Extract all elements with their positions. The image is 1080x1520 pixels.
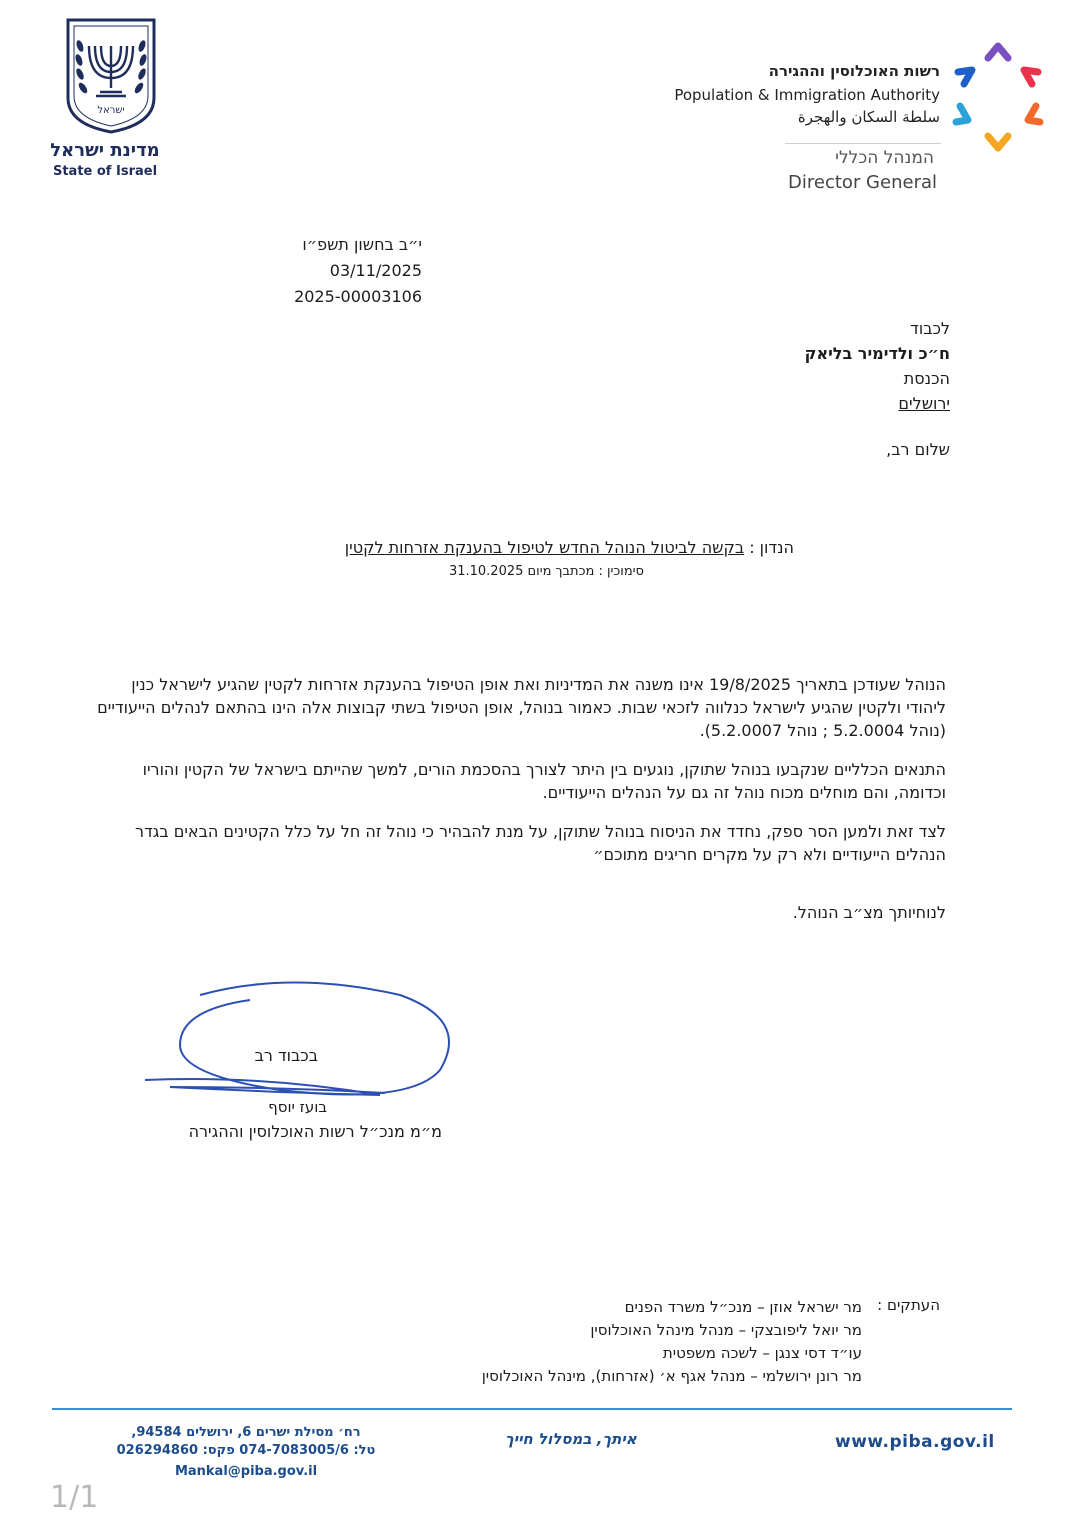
cc-item: מר רונן ירושלמי – מנהל אגף א׳ (אזרחות), מינהל האוכלוסין (481, 1367, 862, 1385)
state-emblem-icon (62, 16, 160, 134)
footer-email-link[interactable]: Mankal@piba.gov.il (174, 1464, 318, 1479)
authority-name-hebrew: רשות האוכלוסין וההגירה (768, 62, 940, 80)
cc-list (482, 1296, 862, 1388)
footer-website-link[interactable]: www.piba.gov.il (835, 1432, 995, 1452)
body-paragraph: התנאים הכלליים שנקבעו בנוהל שתוקן, נוגעים בין היתר לצורך בהסכמת הורים, למשך שהייתם בישראל של הקטין והוריו וכדומה, והם מוחלים מכוח נוהל זה גם על הנהלים הייעודיים. (142, 760, 946, 802)
office-title-hebrew: המנהל הכללי (835, 148, 934, 168)
page-indicator: 1/1 (50, 1480, 99, 1515)
subject-reference: סימוכין : מכתבך מיום 31.10.2025 (448, 564, 644, 579)
greeting: שלום רב, (886, 440, 950, 459)
cc-item: עו״ד דסי צנגן – לשכה משפטית (662, 1344, 862, 1362)
subject-line (345, 538, 794, 557)
footer-address: רח׳ מסילת ישרים 6, ירושלים 94584, (131, 1425, 361, 1440)
body-paragraph: לנוחיותך מצ״ב הנוהל. (792, 903, 946, 922)
emblem-caption: ישראל (97, 105, 125, 116)
signer-name: בועז יוסף (268, 1098, 327, 1116)
hebrew-date: י״ב בחשון תשפ״ו (302, 235, 422, 254)
signature-closing: בכבוד רב (254, 1046, 318, 1065)
cc-label: העתקים : (877, 1296, 940, 1314)
authority-star-logo-icon (948, 40, 1048, 154)
recipient-institution: הכנסת (903, 369, 950, 388)
body-paragraph: הנוהל שעודכן בתאריך 19/8/2025 אינו משנה את המדיניות ואת אופן הטיפול בהענקת אזרחות לקטין שהגיע לישראל כנין ליהודי ולקטין שהגיע לישראל כנלווה לזכאי שבות. כאמור בנוהל, אופן הטיפול בשתי קבוצות אלה הינו בהתאם לנהלים הייעודיים (נוהל 5.2.0004 ; נוהל 5.2.0007). (97, 675, 946, 740)
signer-title: מ״מ מנכ״ל רשות האוכלוסין וההגירה (188, 1122, 442, 1141)
state-name-english: State of Israel (52, 164, 158, 179)
letter-reference-number: 2025-00003106 (294, 287, 422, 306)
recipient-city: ירושלים (898, 394, 950, 413)
subject-text: בקשה לביטול הנוהל החדש לטיפול בהענקת אזרחות לקטין (344, 538, 745, 557)
header-divider (785, 143, 941, 144)
handwritten-signature (140, 975, 470, 1115)
recipient-salutation: לכבוד (910, 319, 950, 338)
state-name-hebrew: מדינת ישראל (50, 140, 160, 161)
subject-label: הנדון : (749, 538, 794, 557)
footer-slogan: איתך, במסלול חייך (505, 1430, 637, 1448)
cc-item: מר יואל ליפובצקי – מנהל מינהל האוכלוסין (590, 1321, 862, 1339)
footer-phones: טל: 074-7083005/6 פקס: 026294860 (116, 1443, 376, 1458)
office-title-english: Director General (788, 172, 937, 193)
footer-divider (52, 1408, 1012, 1410)
authority-name-arabic: سلطة السكان والهجرة (797, 108, 940, 126)
body-paragraph: לצד זאת ולמען הסר ספק, נחדד את הניסוח בנוהל שתוקן, על מנת להבהיר כי נוהל זה חל על כלל הקטינים הבאים בגדר הנהלים הייעודיים ולא רק על מקרים חריגים מתוכם״ (135, 822, 946, 864)
authority-name-english: Population & Immigration Authority (674, 86, 940, 104)
cc-item: מר ישראל אוזן – מנכ״ל משרד הפנים (624, 1298, 862, 1316)
letter-date: 03/11/2025 (329, 261, 422, 280)
recipient-name: ח״כ ולדימיר בליאק (804, 344, 950, 363)
